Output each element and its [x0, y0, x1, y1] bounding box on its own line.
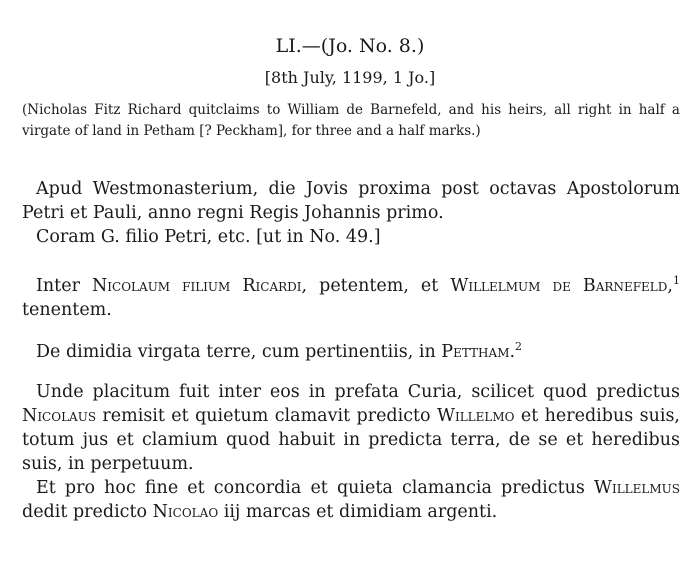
- summary-paragraph: [22, 100, 680, 142]
- finis-paragraph: [22, 476, 680, 524]
- unde-name-nicolaus: Nicolaus: [22, 406, 97, 426]
- finis-text: [22, 476, 680, 524]
- unde-text: [22, 380, 680, 476]
- inter-mid: , petentem, et: [301, 276, 451, 296]
- unde-paragraph: [22, 380, 680, 476]
- dimidia-paragraph: [22, 340, 680, 364]
- finis-part-2: dedit predicto: [22, 502, 153, 522]
- place-name: Pettham.: [441, 342, 516, 362]
- unde-part-1: Unde placitum fuit inter eos in prefata Curia, scilicet quod predictus: [36, 382, 680, 402]
- document-date: [8th July, 1199, 1 Jo.]: [264, 68, 436, 87]
- apud-paragraph: [22, 177, 680, 249]
- apud-text: Apud Westmonasterium, die Jovis proxima post octavas Apostolorum Petri et Pauli, anno regni Regis Johannis primo.: [22, 179, 680, 223]
- petitioner-name: Nicolaum filium Ricardi: [91, 276, 302, 296]
- finis-part-1: Et pro hoc fine et concordia et quieta clamancia predictus: [36, 478, 594, 498]
- inter-paragraph: [22, 274, 680, 322]
- unde-part-2: remisit et quietum clamavit predicto: [96, 406, 437, 426]
- finis-name-nicolao: Nicolao: [152, 502, 219, 522]
- document-heading: LI.—(Jo. No. 8.): [275, 35, 425, 57]
- dimidia-text: [22, 340, 680, 364]
- unde-name-willelmo: Willelmo: [436, 406, 515, 426]
- footnote-marker-1: 1: [672, 274, 680, 288]
- finis-part-3: iij marcas et dimidiam argenti.: [218, 502, 498, 522]
- coram-text: Coram G. filio Petri, etc. [ut in No. 49.]: [36, 227, 381, 247]
- inter-post: tenentem.: [22, 300, 112, 320]
- footnote-marker-2: 2: [515, 340, 523, 354]
- finis-name-willelmus: Willelmus: [593, 478, 680, 498]
- inter-pre: Inter: [36, 276, 92, 296]
- dimidia-pre: De dimidia virgata terre, cum pertinentiis, in: [36, 342, 442, 362]
- unde-part-3: et heredibus suis, totum jus et clamium quod habuit in predicta terra, de se et heredibus suis, in perpetuum.: [22, 406, 680, 474]
- inter-text: Inter Nicolaum filium Ricardi, petentem, et Willelmum de Barnefeld,$^1$ tenentem.: [22, 274, 680, 320]
- summary-text: (Nicholas Fitz Richard quitclaims to William de Barnefeld, and his heirs, all right in half a virgate of land in Petham [? Peckham], for three and a half marks.): [22, 102, 680, 139]
- tenant-name: Willelmum de Barnefeld: [450, 276, 668, 296]
